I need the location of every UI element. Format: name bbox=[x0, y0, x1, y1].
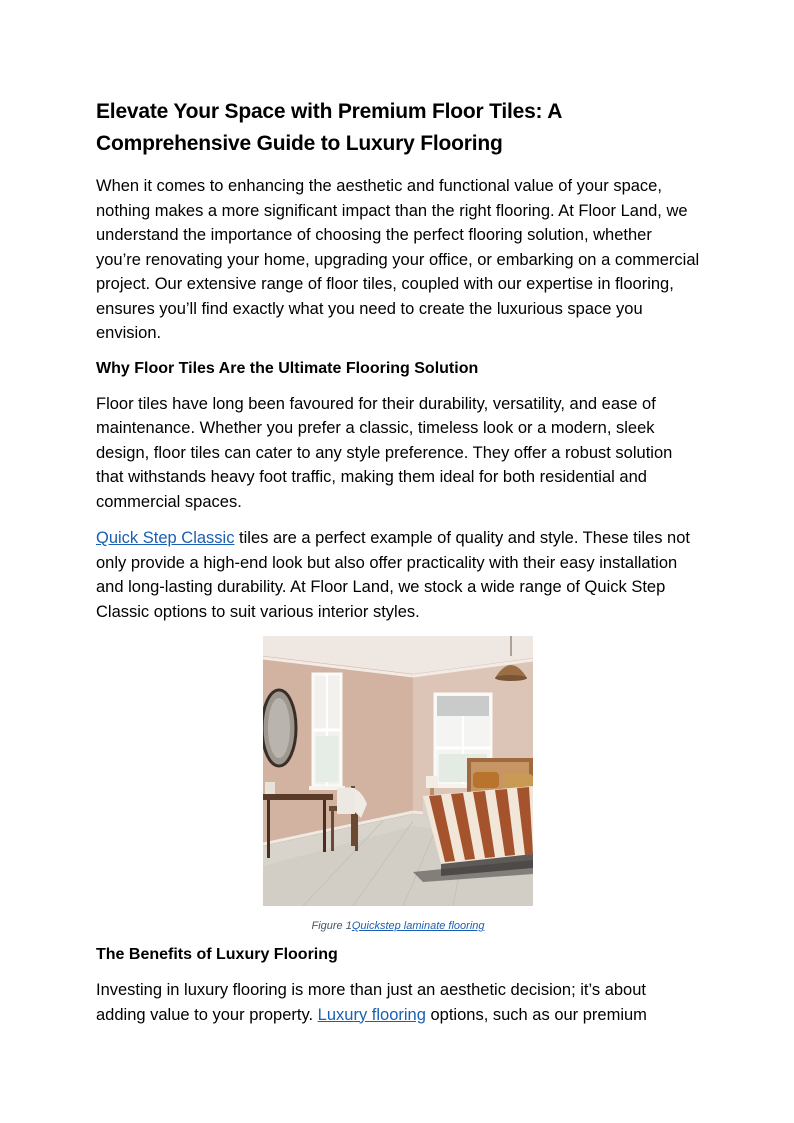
section-heading-why-floor-tiles: Why Floor Tiles Are the Ultimate Flooring Solution bbox=[96, 359, 479, 377]
benefits-paragraph bbox=[96, 978, 700, 1027]
section-heading-benefits: The Benefits of Luxury Flooring bbox=[96, 946, 338, 963]
bedroom-laminate-flooring-photo bbox=[263, 636, 533, 906]
floor-tiles-paragraph: Floor tiles have long been favoured for their durability, versatility, and ease of maintenance. Whether you prefer a classic, timeless look or a modern, sleek design, floor tiles can cater to any style preference. They offer a robust solution that withstands heavy foot traffic, making them ideal for both residential and commercial spaces. bbox=[96, 394, 673, 511]
caption-prefix: Figure 1 bbox=[311, 920, 352, 932]
caption-link-quickstep-laminate[interactable]: Quickstep laminate flooring bbox=[351, 920, 485, 932]
luxury-flooring-link[interactable]: Luxury flooring bbox=[317, 1005, 426, 1024]
benefits-text-start: Investing in luxury flooring is more than just an aesthetic decision; it’s about adding value to your property. bbox=[96, 981, 646, 1024]
quick-step-paragraph bbox=[96, 526, 700, 624]
intro-paragraph: When it comes to enhancing the aesthetic and functional value of your space, nothing makes a more significant impact than the right flooring. At Floor Land, we understand the importance of choosing the perfect flooring solution, whether you’re renovating your home, upgrading your office, or embarking on a commercial project. Our extensive range of floor tiles, coupled with our expertise in flooring, ensures you’ll find exactly what you need to create the luxurious space you envision. bbox=[96, 177, 700, 342]
benefits-text-end: options, such as our premium bbox=[425, 1005, 647, 1024]
article-title: Elevate Your Space with Premium Floor Tiles: A Comprehensive Guide to Luxury Flooring bbox=[96, 100, 562, 155]
article bbox=[96, 96, 700, 1027]
figure bbox=[96, 636, 700, 934]
quick-step-paragraph-text: tiles are a perfect example of quality and style. These tiles not only provide a high-end look but also offer practicality with their easy installation and long-lasting durability. At Floor Land, we stock a wide range of Quick Step Classic options to suit various interior styles. bbox=[96, 529, 690, 621]
quick-step-classic-link[interactable]: Quick Step Classic bbox=[96, 529, 235, 547]
figure-caption bbox=[96, 918, 700, 934]
